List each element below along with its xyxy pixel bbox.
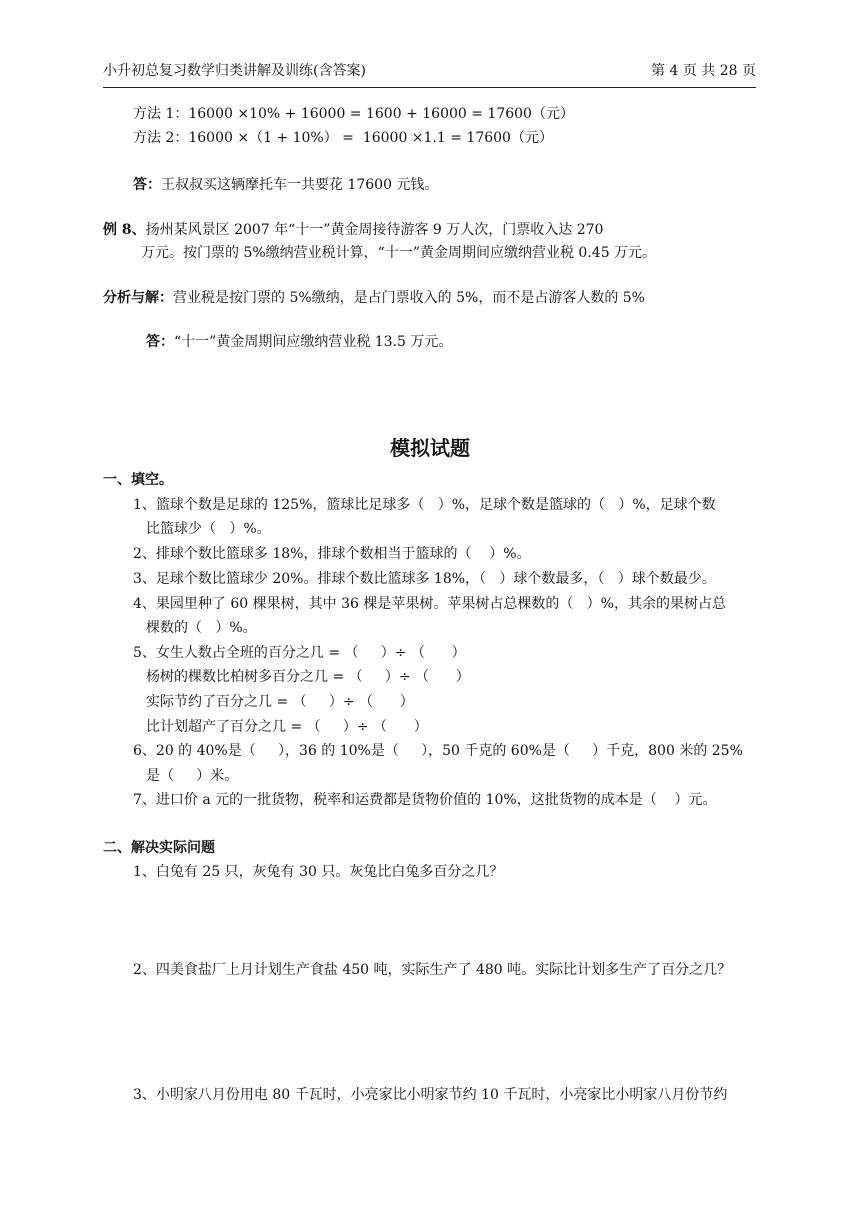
header-divider xyxy=(103,87,756,88)
question-7: 7、进口价 a 元的一批货物，税率和运费都是货物价值的 10%，这批货物的成本是（ ）元。 xyxy=(133,792,717,808)
example-8-text-1: 扬州某风景区 2007 年“十一”黄金周接待游客 9 万人次，门票收入达 270 xyxy=(145,222,604,238)
question-3: 3、足球个数比篮球少 20%。排球个数比篮球多 18%，（ ）球个数最多，（ ）球个数最少。 xyxy=(133,571,716,587)
question-4-line-1: 4、果园里种了 60 棵果树，其中 36 棵是苹果树。苹果树占总棵数的（ ）%，其余的果树占总 xyxy=(133,596,726,612)
question-5-line-2: 杨树的棵数比柏树多百分之几 = （ ）÷ （ ） xyxy=(146,669,470,685)
analysis-text: 营业税是按门票的 5%缴纳，是占门票收入的 5%，而不是占游客人数的 5% xyxy=(173,290,645,306)
document-header-title: 小升初总复习数学归类讲解及训练(含答案) xyxy=(103,63,366,79)
analysis-label: 分析与解： xyxy=(103,290,173,306)
question-2: 2、排球个数比篮球多 18%，排球个数相当于篮球的（ ）%。 xyxy=(133,546,531,562)
solution-method-1: 方法 1：16000 ×10% + 16000 = 1600 + 16000 = 17600（元） xyxy=(133,106,574,122)
question-6-line-2: 是（ ）米。 xyxy=(146,768,239,784)
question-1-line-2: 比篮球少（ ）%。 xyxy=(146,521,271,537)
analysis-line xyxy=(103,288,645,308)
section-1-heading: 一、填空。 xyxy=(103,472,173,488)
answer-label: 答： xyxy=(133,177,161,193)
example-8-line-2: 万元。按门票的 5%缴纳营业税计算，“十一”黄金周期间应缴纳营业税 0.45 万元。 xyxy=(141,245,657,261)
question-4-line-2: 棵数的（ ）%。 xyxy=(146,620,257,636)
question-6-line-1: 6、20 的 40%是（ ），36 的 10%是（ ），50 千克的 60%是（ ）千克，800 米的 25% xyxy=(133,743,743,759)
example-8-answer xyxy=(146,332,452,352)
page-number: 第 4 页 共 28 页 xyxy=(651,63,756,79)
question-1-line-1: 1、篮球个数是足球的 125%，篮球比足球多（ ）%，足球个数是篮球的（ ）%，足球个数 xyxy=(133,497,716,513)
problem-2: 2、四美食盐厂上月计划生产食盐 450 吨，实际生产了 480 吨。实际比计划多生产了百分之几？ xyxy=(133,962,732,978)
question-5-line-1: 5、女生人数占全班的百分之几 = （ ）÷ （ ） xyxy=(133,645,466,661)
solution-answer xyxy=(133,175,438,195)
example-8-line-1 xyxy=(103,220,603,240)
problem-3: 3、小明家八月份用电 80 千瓦时，小亮家比小明家节约 10 千瓦时，小亮家比小明家八月份节约 xyxy=(133,1087,728,1103)
question-5-line-3: 实际节约了百分之几 = （ ）÷ （ ） xyxy=(146,694,414,710)
answer-text: 王叔叔买这辆摩托车一共要花 17600 元钱。 xyxy=(161,177,439,193)
example-8-label: 例 8、 xyxy=(103,222,146,238)
problem-1: 1、白兔有 25 只，灰兔有 30 只。灰兔比白兔多百分之几？ xyxy=(133,864,504,880)
answer-text: “十一”黄金周期间应缴纳营业税 13.5 万元。 xyxy=(174,334,453,350)
section-title: 模拟试题 xyxy=(390,436,470,460)
question-5-line-4: 比计划超产了百分之几 = （ ）÷ （ ） xyxy=(146,719,428,735)
section-2-heading: 二、解决实际问题 xyxy=(103,840,215,856)
answer-label: 答： xyxy=(146,334,174,350)
solution-method-2: 方法 2：16000 ×（1 + 10%） = 16000 ×1.1 = 17600（元） xyxy=(133,130,553,146)
